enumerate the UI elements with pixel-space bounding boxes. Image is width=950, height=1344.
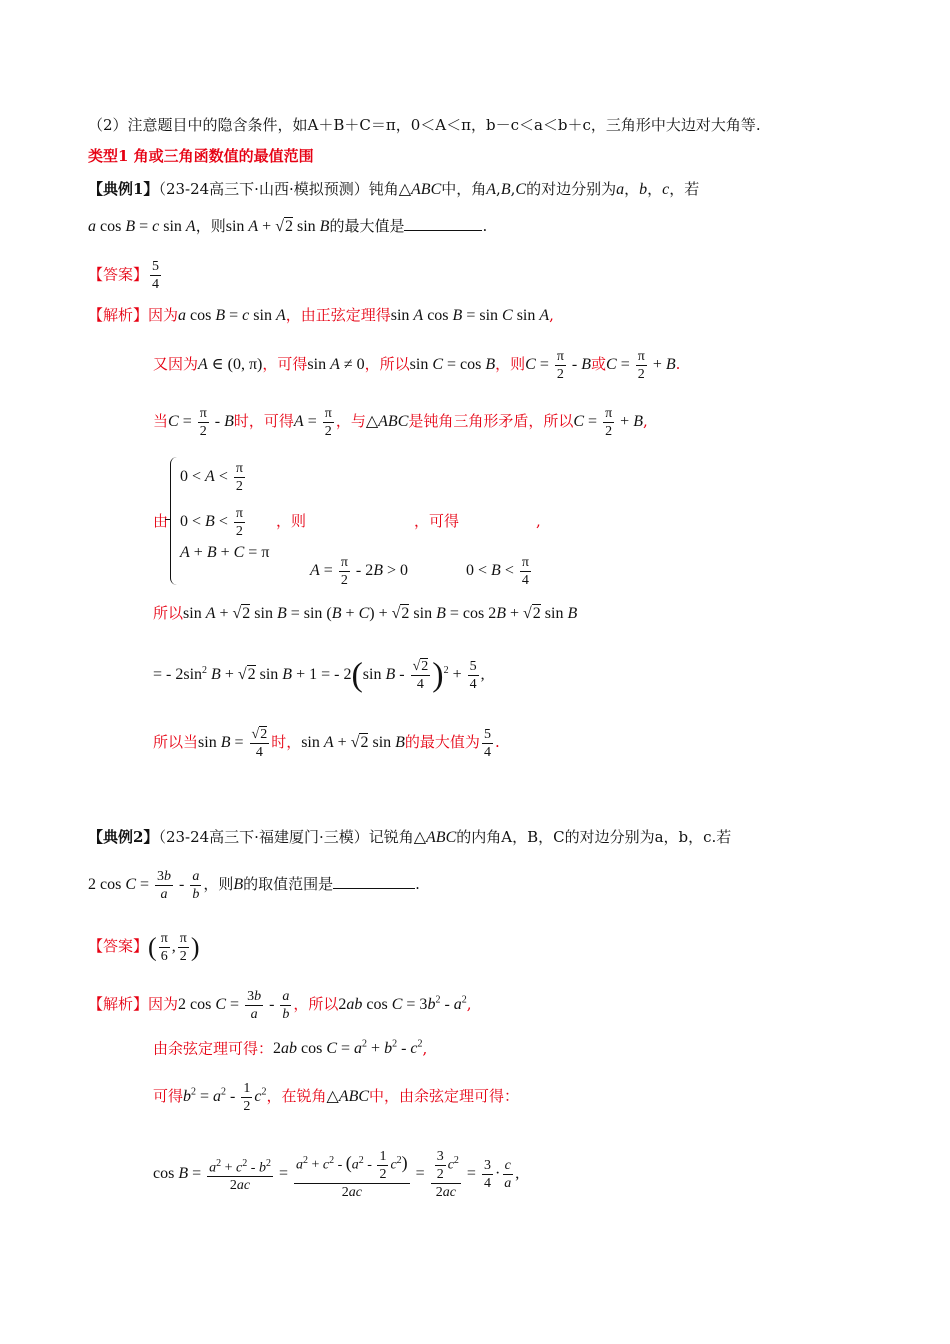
example1-question-line2: a cos B = c sin A，则sin A + √2 sin B的最大值是 . xyxy=(88,217,488,235)
example1-then: ，则 xyxy=(276,512,307,530)
answer-blank xyxy=(404,216,482,231)
example1-solution-line3: 当C = $\frac{\pi}{2}$ - B时，可得A = $\frac{\pi}{2}$ ，与△ABC是钝角三角形矛盾，所以C = $\frac{\pi}{2}$ + B, xyxy=(153,406,648,439)
example2-answer: 【答案】( $\frac{\pi}{6}$ , $\frac{\pi}{2}$ ) xyxy=(88,931,200,964)
system-brace-tip xyxy=(165,519,171,524)
example1-solution-line1: 【解析】因为a cos B = c sin A，由正弦定理得sin A cos B = sin C sin A, xyxy=(88,306,554,324)
example1-obtain: ，可得 xyxy=(414,512,460,530)
example2-question-line1: 【典例2】（23-24高三下·福建厦门·三模）记锐角△ABC的内角A，B，C的对边分别为a，b，c.若 xyxy=(88,828,732,846)
example2-question-line2: 2 cos C = $\frac{3b}{a}$ - $\frac{a}{b}$ ，则B的取值范围是 . xyxy=(88,869,420,902)
answer-blank-2 xyxy=(333,874,415,889)
intro-text: （2）注意题目中的隐含条件，如A＋B＋C＝π，0＜A＜π，b－c＜a＜b＋c，三角形中大边对大角等. xyxy=(88,116,761,134)
example1-solution-line2: 又因为A ∈ (0, π)，可得sin A ≠ 0，所以sin C = cos B，则C = $\frac{\pi}{2}$ - B或C = $\frac{\pi}{2}$ + B. xyxy=(153,349,681,382)
system-row3: A + B + C = π xyxy=(180,544,270,561)
example2-solution-line2: 由余弦定理可得：2ab $\cos C = a^2 + b^2 - c^2$, xyxy=(153,1039,428,1058)
system-brace xyxy=(170,457,179,585)
example1-comma: , xyxy=(536,512,541,530)
example1-question-line1: 【典例1】（23-24高三下·山西·模拟预测）钝角△ABC中，角A,B,C的对边分别为a，b，c，若 xyxy=(88,180,700,198)
example2-solution-line3: 可得$b^2 = a^2$ - $\frac{1}{2}$ $c^2$，在锐角△ABC中，由余弦定理可得： xyxy=(153,1081,520,1114)
section-title: 类型1 角或三角函数值的最值范围 xyxy=(88,147,314,165)
example2-label: 【典例2】 xyxy=(88,828,159,846)
example1-solution-line5: 所以sin A + √2 sin B = sin (B + C) + √2 sin B = cos 2B + √2 sin B xyxy=(153,604,578,622)
example1-solution-line7: 所以当sin B = $\frac{√2}{4}$ 时，sin A + √2 sin B的最大值为 $\frac{5}{4}$ . xyxy=(153,727,500,760)
example1-solution-line4: 由 xyxy=(153,512,169,530)
example1-answer: 【答案】 $\frac{5}{4}$ xyxy=(88,259,160,292)
example2-solution-line4: cos B = $\frac{a^2 + c^2 - b^2}{2ac}$ = $a^2 + c^2 - (a^2$ - $\frac{1}{2}$ $c^2$) 2ac = $\frac{3}{2}$ $c^2$ 2ac = $\frac{3}{4}$ · $\frac{c}{a}$ , xyxy=(153,1149,520,1200)
example2-solution-line1: 【解析】因为2 cos C = $\frac{3b}{a}$ - $\frac{a}{b}$ ，所以2ab $\cos C = 3b^2 - a^2$, xyxy=(88,989,472,1022)
example1-solution-line6: = - $2\sin^2$ B + √2 sin B + 1 = - 2(sin B - $\frac{√2}{4}$ )$^2$ + $\frac{5}{4}$ , xyxy=(153,656,485,694)
example1-label: 【典例1】 xyxy=(88,180,159,198)
example1-a-expr: A = $\frac{\pi}{2}$ - 2B > 0 xyxy=(310,555,409,588)
system-row1: 0 < A < $\frac{\pi}{2}$ xyxy=(180,461,243,494)
example1-b-range: 0 < B < $\frac{\pi}{4}$ xyxy=(466,555,529,588)
system-row2: 0 < B < $\frac{\pi}{2}$ xyxy=(180,506,243,539)
